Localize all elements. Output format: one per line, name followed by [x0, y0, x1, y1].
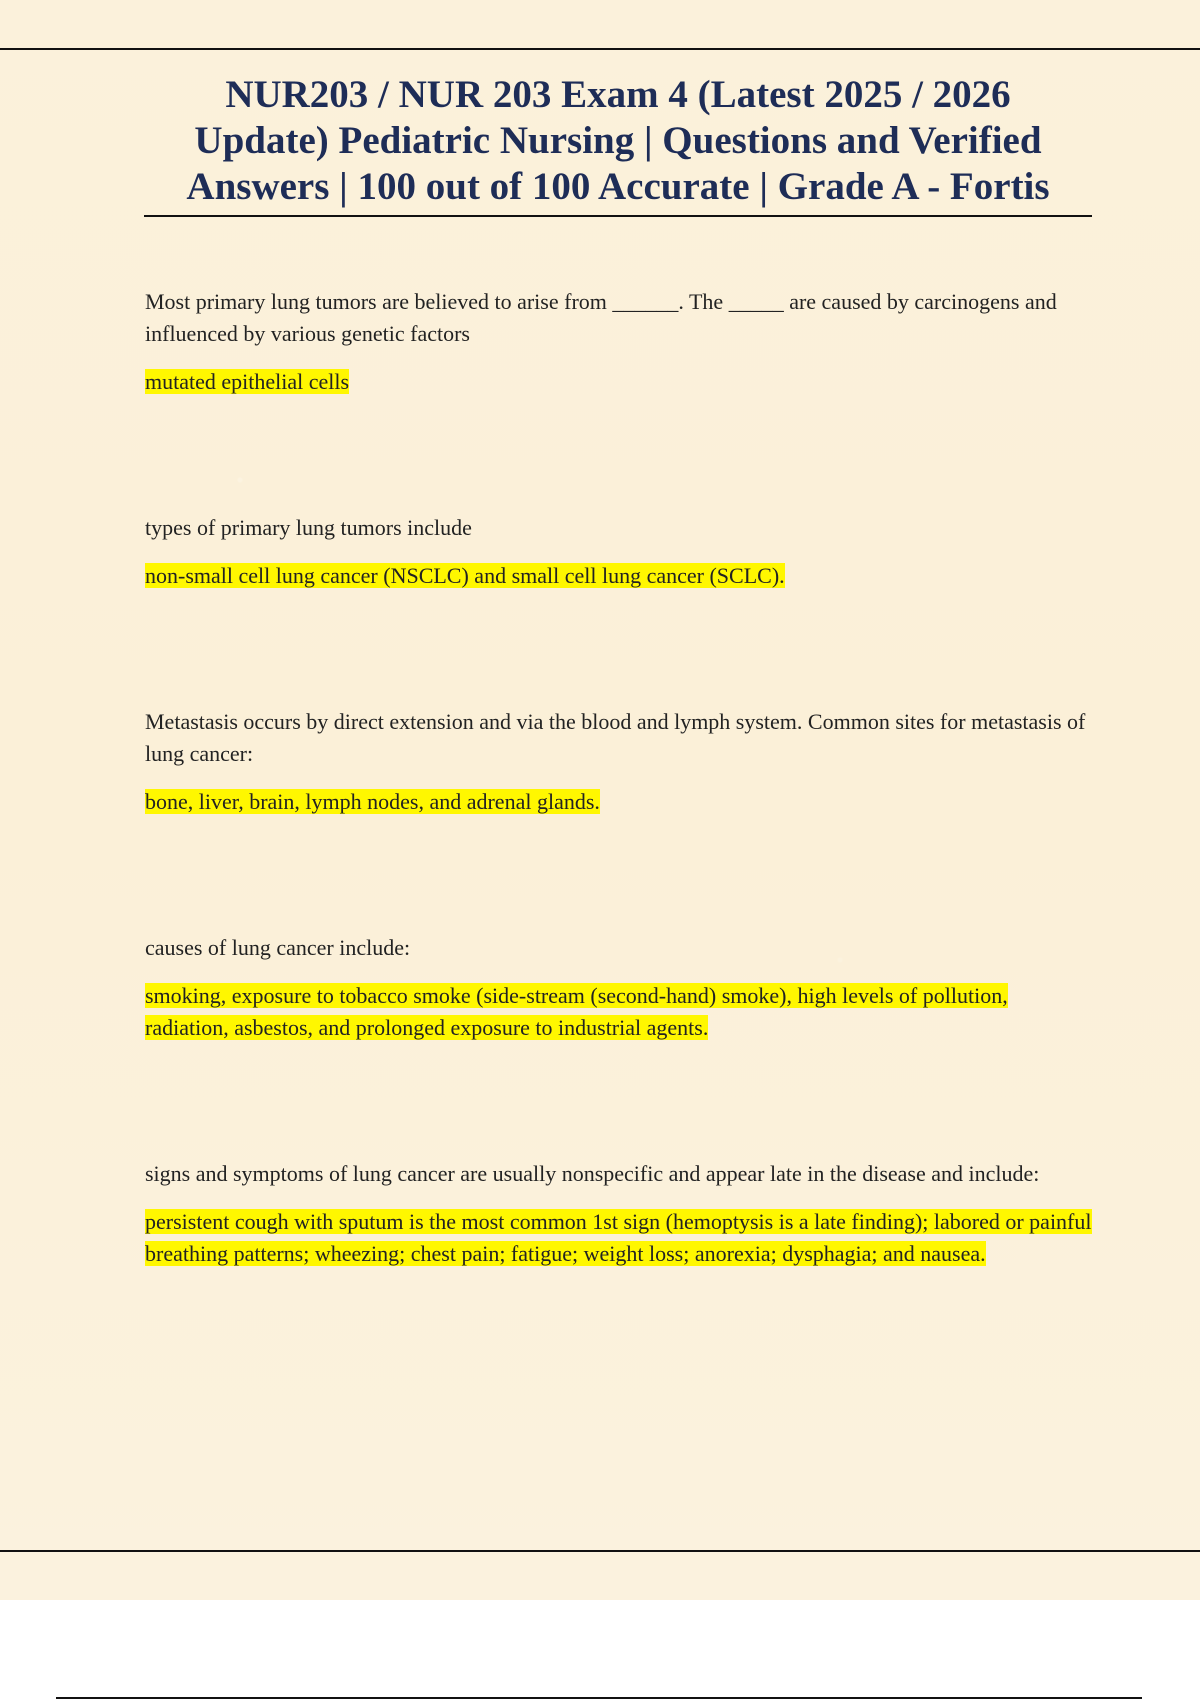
top-divider [0, 48, 1200, 50]
highlighted-answer-1: mutated epithelial cells [145, 369, 350, 394]
question-2: types of primary lung tumors include [145, 515, 472, 540]
qa-item-3 [145, 706, 1095, 818]
question-3: Metastasis occurs by direct extension and via the blood and lymph system. Common sites for metastasis of lung cancer: [145, 709, 1086, 766]
qa-item-5 [145, 1158, 1095, 1270]
document-title-block [144, 72, 1092, 210]
qa-item-4 [145, 932, 1095, 1044]
answer-5 [145, 1206, 1095, 1270]
title-underline [144, 215, 1092, 217]
answer-4 [145, 980, 1095, 1044]
document-title-line-3: Answers | 100 out of 100 Accurate | Grade A - Fortis [186, 165, 1050, 208]
highlighted-answer-5: persistent cough with sputum is the most common 1st sign (hemoptysis is a late finding); labored or painful breathing patterns; wheezing; chest pain; fatigue; weight loss; anorexia; dysphagia; and nausea. [145, 1209, 1092, 1266]
highlighted-answer-2: non-small cell lung cancer (NSCLC) and small cell lung cancer (SCLC). [145, 563, 785, 588]
answer-2 [145, 560, 1095, 592]
qa-item-1 [145, 286, 1095, 398]
question-1: Most primary lung tumors are believed to arise from ______. The _____ are caused by carcinogens and influenced by various genetic factors [145, 289, 1057, 346]
highlighted-answer-4: smoking, exposure to tobacco smoke (side-stream (second-hand) smoke), high levels of pollution, radiation, asbestos, and prolonged exposure to industrial agents. [145, 983, 1008, 1040]
bottom-divider [0, 1550, 1200, 1552]
question-5: signs and symptoms of lung cancer are usually nonspecific and appear late in the disease and include: [145, 1161, 1040, 1186]
document-title-line-2: Update) Pediatric Nursing | Questions and Verified [194, 119, 1042, 162]
footer-divider [56, 1697, 1142, 1699]
qa-item-2 [145, 512, 1095, 592]
question-4: causes of lung cancer include: [145, 935, 411, 960]
highlighted-answer-3: bone, liver, brain, lymph nodes, and adrenal glands. [145, 789, 600, 814]
answer-3 [145, 786, 1095, 818]
document-title [144, 72, 1092, 210]
answer-1 [145, 366, 1095, 398]
document-title-line-1: NUR203 / NUR 203 Exam 4 (Latest 2025 / 2026 [225, 73, 1011, 116]
